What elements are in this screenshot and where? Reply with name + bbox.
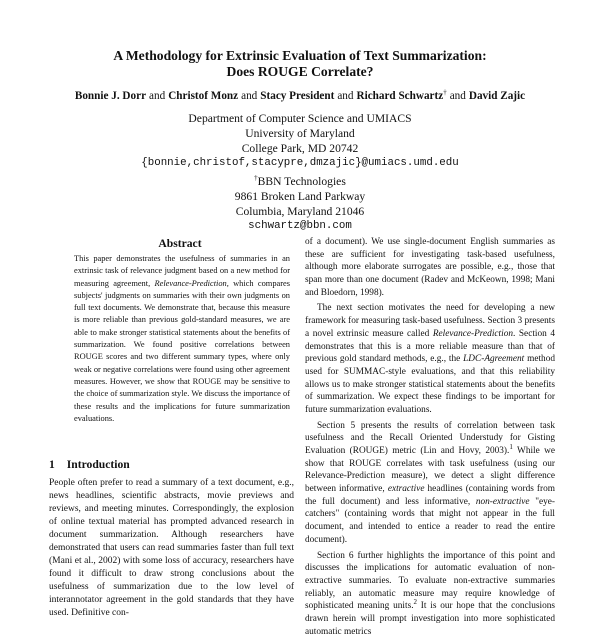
paragraph: [305, 302, 555, 416]
affiliation-university: University of Maryland: [0, 126, 600, 141]
author-monz: Christof Monz: [168, 90, 238, 102]
introduction-text: [49, 477, 294, 621]
paragraph: People often prefer to read a summary of a text document, e.g., news headlines, scientific abstracts, movie previews and reviews, and meeting minutes. Correspondingly, the explosion of online textual material has prompted advanced research in document summarization. Although researchers have demonstrated that users can read summaries faster than full text (Mani et al., 2002) with some loss of accuracy, researchers have found it difficult to draw strong conclusions about the usefulness of summarization due to the low level of interannotator agreement in the gold standards that they have used. Definitive con-: [49, 477, 294, 621]
author-list: [0, 90, 600, 102]
paragraph: of a document). We use single-document English summaries as these are sufficient for investigating task-based usefulness, although more elaborate surrogates are possible, e.g., those that span more than one document (Radev and McKeown, 1998; Mani and Bloedorn, 1998).: [305, 236, 555, 299]
affiliation-org: BBN Technologies: [258, 175, 346, 188]
term: Relevance-Prediction: [433, 329, 513, 339]
section-heading-introduction: [49, 458, 130, 471]
affiliation-email: {bonnie,christof,stacypre,dmzajic}@umiacs.umd.edu: [0, 156, 600, 171]
text-run: The next section motivates the need for developing a new framework for measuring task-based usefulness. Section 3 presents a novel extrinsic measure called: [305, 303, 555, 338]
text-run: Section 5 presents the results of correlation between task usefulness and the Recall Oriented Understudy for Gisting Evaluation (ROUGE) metric (Lin and Hovy, 2003).: [305, 421, 555, 456]
abstract-term: Relevance-Prediction: [154, 279, 226, 288]
title-line-2: Does ROUGE Correlate?: [0, 64, 600, 80]
author-conjunction: and: [450, 90, 466, 102]
title-line-1: A Methodology for Extrinsic Evaluation of Text Summarization:: [0, 48, 600, 64]
paragraph: [305, 420, 555, 547]
affiliation-umd: [0, 111, 600, 171]
footnote-mark: 1: [509, 443, 513, 451]
term: extractive: [388, 484, 425, 494]
paragraph: [305, 550, 555, 638]
term: LDC-Agreement: [463, 354, 524, 364]
affiliation-street: 9861 Broken Land Parkway: [0, 189, 600, 204]
author-schwartz: Richard Schwartz: [357, 90, 444, 102]
text-run: "eye-catchers" (containing words that might not appear in the full document, and intended to entice a reader to read the entire document).: [305, 497, 555, 545]
author-conjunction: and: [337, 90, 353, 102]
author-conjunction: and: [149, 90, 165, 102]
section-number: 1: [49, 458, 55, 471]
author-zajic: David Zajic: [469, 90, 525, 102]
affiliation-city: College Park, MD 20742: [0, 141, 600, 156]
text-run: While we show that ROUGE correlates with task usefulness (using our Relevance-Prediction measure), we detect a slight difference between informative,: [305, 446, 555, 494]
abstract-text: [74, 253, 290, 425]
abstract-text-part: , which compares subjects' judgments on summaries with their own judgments on full text documents. We demonstrate that, because this measure is more reliable than previous gold-standard measures, we are able to make stronger statistical statements about the benefits of summarization. We found positive correlations between ROUGE scores and two different summary types, where only weak or negative correlations were found using other agreement measures. However, we show that ROUGE may be sensitive to the choice of summarization style. We discuss the importance of these results and the implications for future summarization evaluations.: [74, 279, 290, 423]
affiliation-dept: Department of Computer Science and UMIACS: [0, 111, 600, 126]
text-run: headlines (containing words from the full document) and less informative,: [305, 484, 555, 507]
term: non-extractive: [476, 497, 530, 507]
author-conjunction: and: [241, 90, 257, 102]
abstract-text-part: This paper demonstrates the usefulness of summaries in an extrinsic task of relevance judgment based on a new method for measuring agreement,: [74, 254, 290, 288]
affiliation-bbn: [0, 174, 600, 234]
affiliation-city: Columbia, Maryland 21046: [0, 204, 600, 219]
text-run: method used for SUMMAC-style evaluations, and that this reliability allows us to make stronger statistical statements about the benefits of summarization. We expect these findings to be important for future summarization evaluations.: [305, 354, 555, 415]
affiliation-mark: †: [254, 174, 258, 182]
abstract-heading: Abstract: [55, 237, 305, 250]
text-run: Section 6 further highlights the importance of this point and discusses the implications for automatic evaluation of non-extractive summaries. To evaluate non-extractive summaries reliably, an automatic measure may require knowledge of sophisticated meaning units.: [305, 551, 555, 612]
paper-title: [0, 48, 600, 80]
author-dorr: Bonnie J. Dorr: [75, 90, 146, 102]
text-run: It is our hope that the conclusions drawn herein will prompt investigation into more sophisticated automatic metrics: [305, 601, 555, 636]
text-run: . Section 4 demonstrates that this is a more reliable measure than that of previous gold standard methods, e.g., the: [305, 329, 555, 364]
author-affiliation-mark: †: [443, 88, 447, 96]
section-title: Introduction: [67, 458, 130, 471]
author-president: Stacy President: [260, 90, 334, 102]
right-column: [305, 236, 555, 638]
affiliation-email: schwartz@bbn.com: [0, 219, 600, 234]
footnote-mark: 2: [414, 598, 418, 606]
